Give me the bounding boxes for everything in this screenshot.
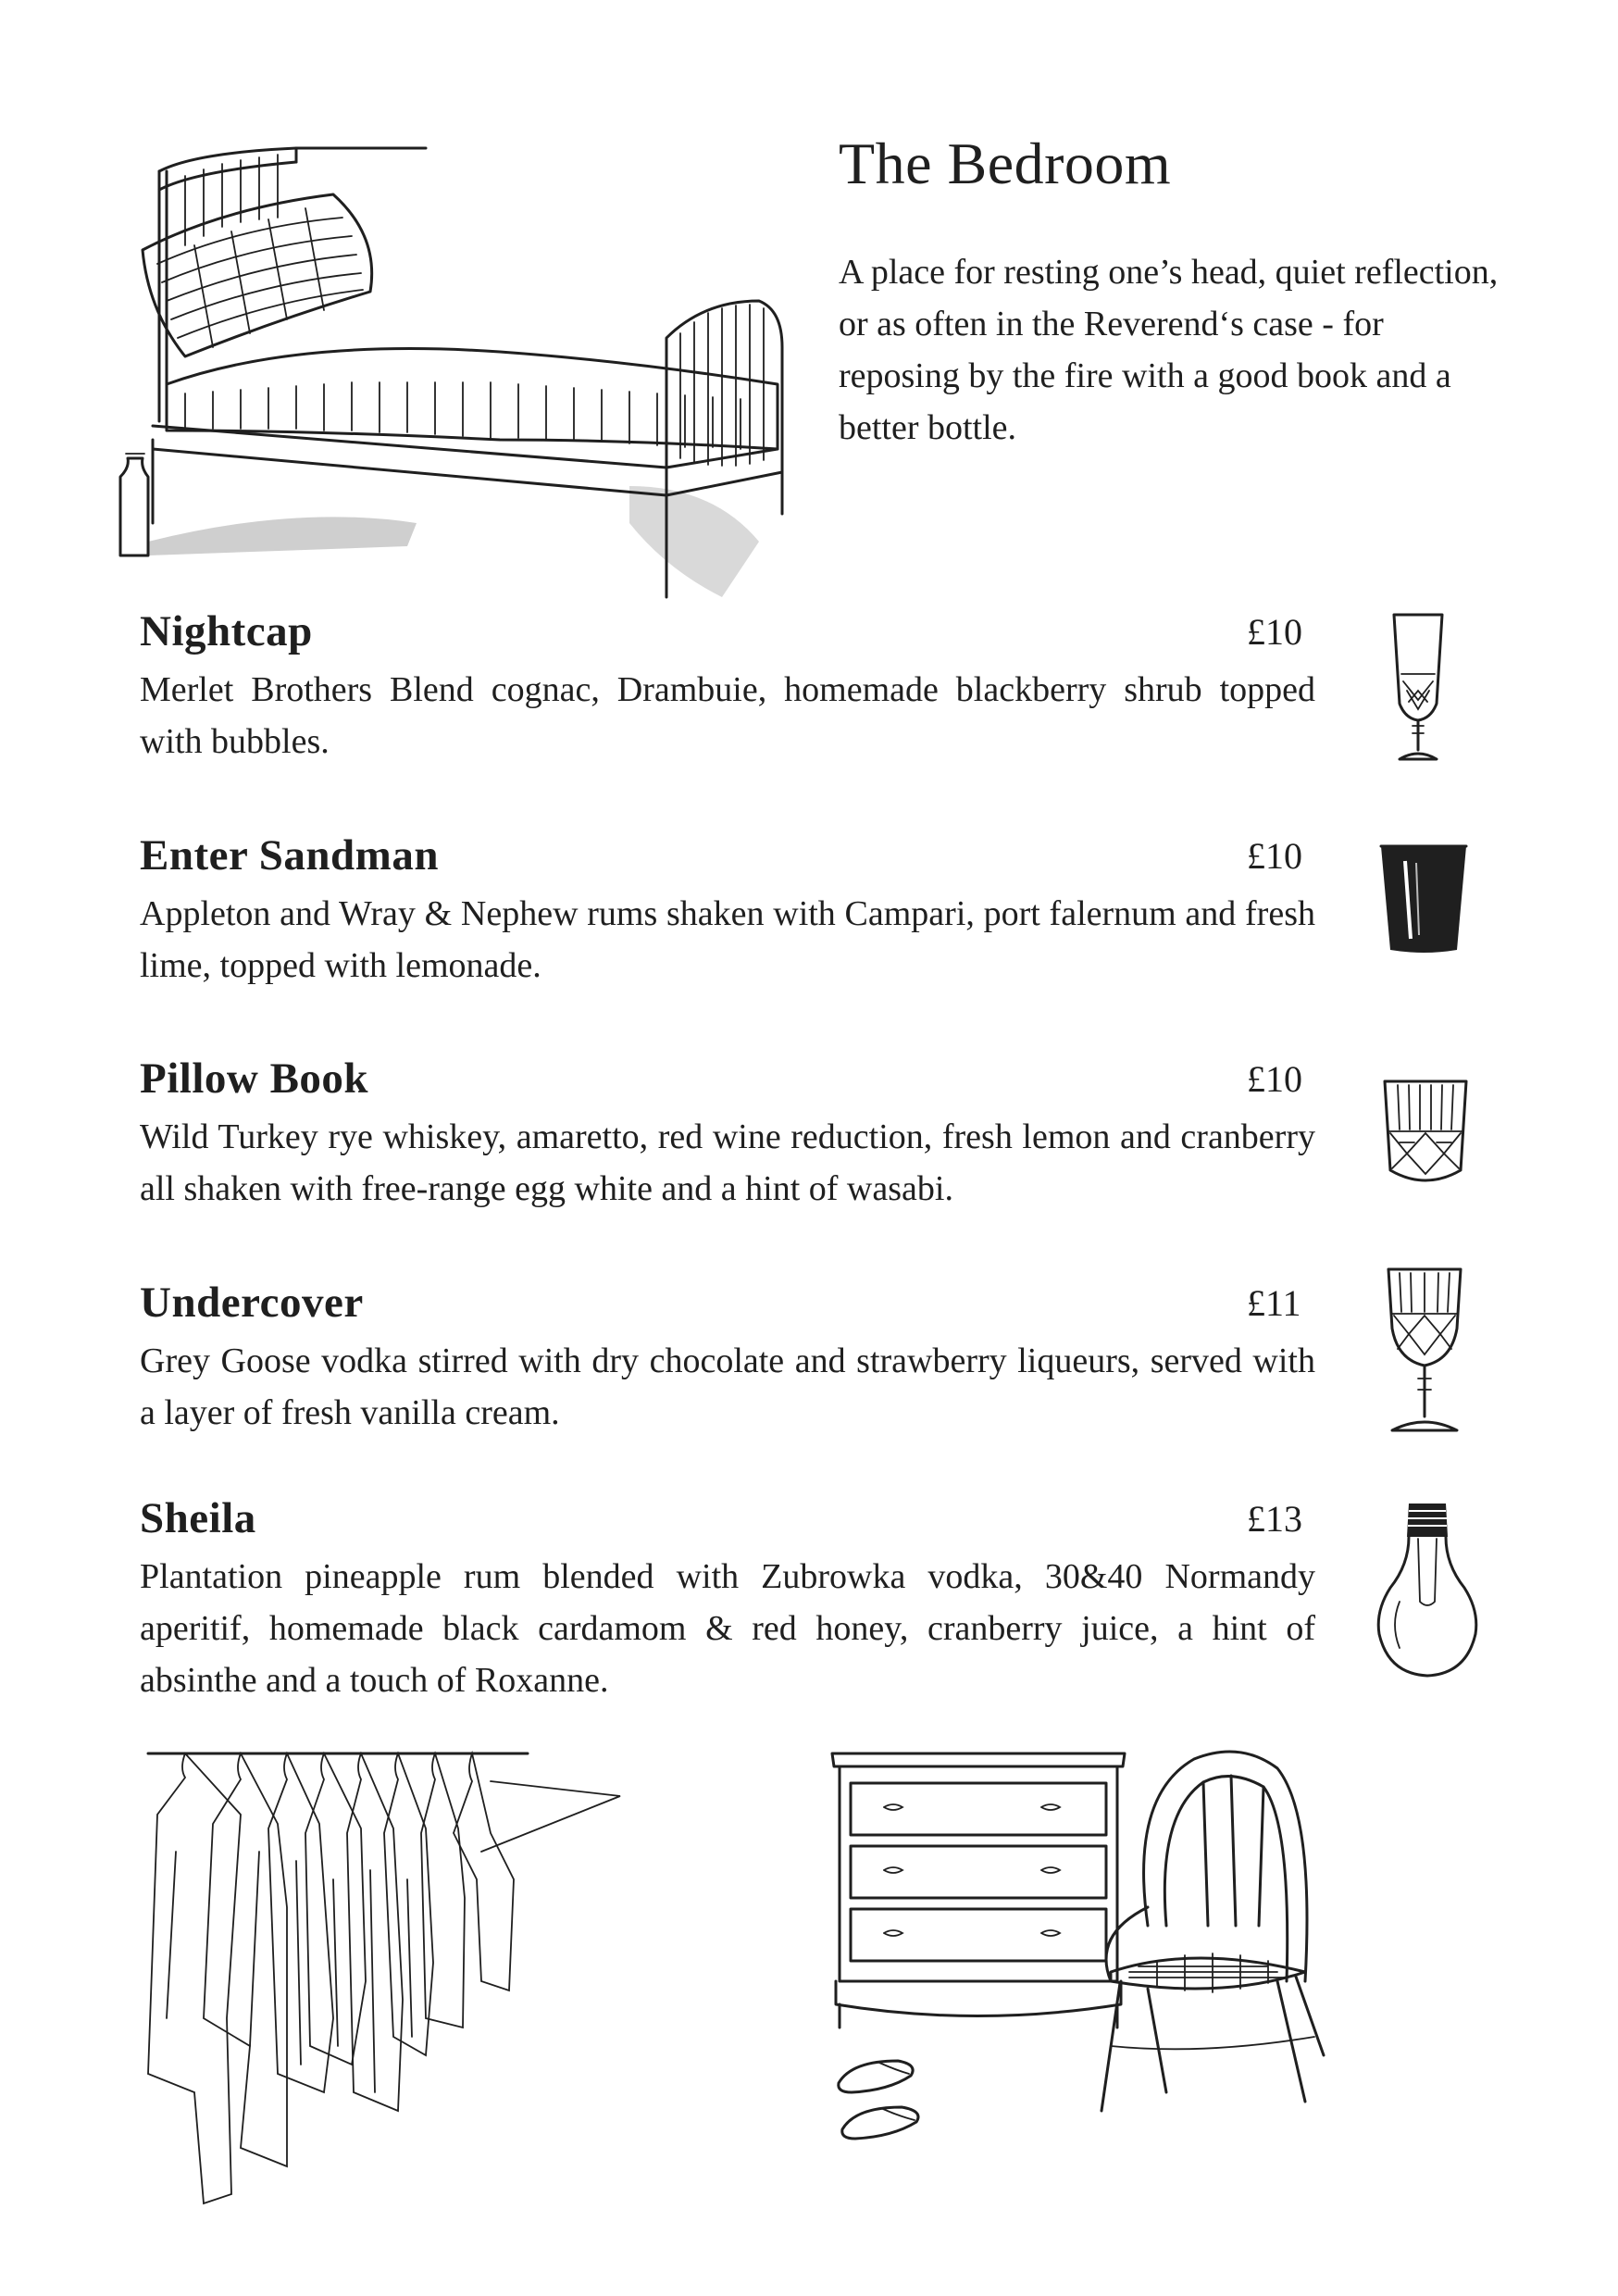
item-name: Sheila [140,1494,256,1542]
menu-item [140,1054,1315,1215]
menu-item [140,1493,1315,1706]
item-price: £10 [1247,835,1302,877]
chair-illustration [1092,1741,1333,2129]
item-price: £13 [1247,1498,1302,1540]
intro-text: A place for resting one’s head, quiet reflection, or as often in the Reverend‘s case - for reposing by the fire with a good book and a better bottle. [839,253,1499,447]
item-price: £10 [1247,1058,1302,1100]
bed-illustration [111,134,815,616]
item-name: Nightcap [140,607,313,655]
page-title: The Bedroom [839,131,1172,196]
slippers-illustration [833,2046,944,2148]
item-description: Plantation pineapple rum blended with Zubrowka vodka, 30&40 Normandy aperitif, homemade black cardamom & red honey, cranberry juice, a hint of absinthe and a touch of Roxanne. [140,1557,1315,1700]
menu-item [140,1278,1315,1439]
item-description: Appleton and Wray & Nephew rums shaken with Campari, port falernum and fresh lime, topped with lemonade. [140,894,1315,985]
item-price: £10 [1247,611,1302,653]
tumbler-icon [1377,842,1470,958]
menu-item [140,830,1315,992]
item-description: Merlet Brothers Blend cognac, Drambuie, homemade blackberry shrub topped with bubbles. [140,670,1315,761]
item-name: Enter Sandman [140,831,439,880]
item-price: £11 [1247,1282,1301,1324]
item-name: Undercover [140,1279,364,1327]
clothes-rail-illustration [139,1741,629,2222]
crystal-tumbler-icon [1379,1076,1472,1192]
flute-glass-icon [1381,611,1455,768]
light-bulb-icon [1372,1500,1483,1680]
item-description: Grey Goose vodka stirred with dry chocolate and strawberry liqueurs, served with a layer of fresh vanilla cream. [140,1341,1315,1432]
item-description: Wild Turkey rye whiskey, amaretto, red wine reduction, fresh lemon and cranberry all shaken with free-range egg white and a hint of wasabi. [140,1117,1315,1208]
menu-item [140,606,1315,767]
item-name: Pillow Book [140,1054,369,1103]
wine-glass-icon [1383,1264,1466,1440]
